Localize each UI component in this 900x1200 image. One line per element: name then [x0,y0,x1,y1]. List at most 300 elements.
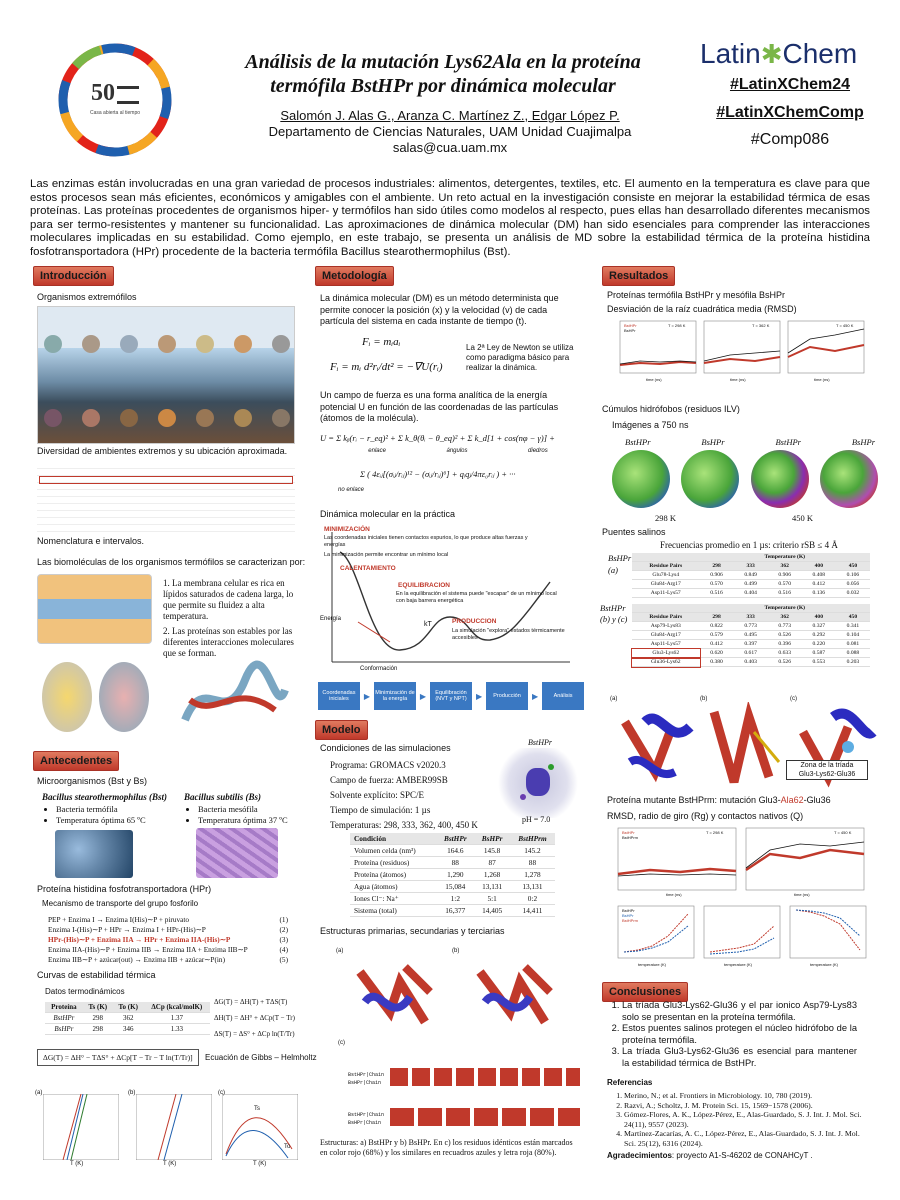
force-field-eq-1: U = Σ kᵦ(rᵢ − r_eq)² + Σ k_θ(θᵢ − θ_eq)² + Σ k_d[1 + cos(nφ − γ)] + [320,433,555,443]
solvated-protein-figure [498,748,578,818]
td: Glu84-Arg17 [632,580,700,589]
sub-diedros: diedros [528,448,548,454]
reference-item: 1. Merino, N.; et al. Frontiers in Microbiology. 10, 780 (2019). [624,1091,870,1101]
mechanism-label: Mecanismo de transporte del grupo fosforilo [42,899,199,908]
td: 0.587 [802,649,836,658]
td: 0.136 [802,589,836,598]
th: 400 [802,562,836,571]
curve-label-ts: Ts [254,1106,260,1112]
td: 298 [83,1024,113,1035]
td: 0.220 [802,640,836,649]
energy-axis-label: Energía [320,616,342,622]
flow-step: Análisis [542,682,584,710]
hashtag-comp086[interactable]: #Comp086 [750,131,830,148]
condition-item: Temperaturas: 298, 333, 362, 400, 450 K [330,820,478,830]
salt-bridges-table-a [632,553,870,598]
nomenclature-caption: Nomenclatura e intervalos. [37,536,145,546]
sub-angulos: ángulos [446,448,468,454]
reaction-number: (2) [279,925,288,934]
cluster-name: BstHPr [775,437,801,447]
th: 450 [836,562,870,571]
td: BstHPr [45,1013,83,1024]
reaction-number: (5) [279,955,288,964]
eq-desc: En la equilibración el sistema puede "escapar" de un mínimo local con baja barrera energética [396,591,557,604]
th: 298 [700,562,734,571]
td: 0.327 [802,622,836,631]
plot-label: (b) [128,1090,136,1096]
ack-text: : proyecto A1-S-46202 de CONAHCyT . [671,1151,813,1160]
td: Sistema (total) [350,905,436,917]
mutant-rmsd-legend [622,830,638,840]
min-desc-2: La minimización permite encontrar un mínimo local [324,552,449,558]
condition-item: Programa: GROMACS v2020.3 [330,760,446,770]
force-field-eq-2: Σ ( 4εᵢⱼ[(σᵢⱼ/rᵢⱼ)¹² − (σᵢⱼ/rᵢⱼ)⁶] + qᵢqⱼ/4πε₀rᵢⱼ ) + ··· [360,469,516,479]
struct-label-b: (b) [452,948,460,954]
td: 1.37 [144,1013,210,1024]
td: Glu78-Lys4 [632,571,700,580]
gibbs-equations [214,994,295,1042]
th: Residue Pairs [632,613,700,622]
seq-name: BsHPr|Chain [348,1120,382,1126]
salt-bridges-label: Puentes salinos [602,527,666,537]
td: 0.633 [768,649,802,658]
rmsd-temp: T = 450 K [836,323,854,328]
th: 362 [768,613,802,622]
workflow-diagram [318,680,584,712]
temp-450-label: 450 K [792,513,814,523]
td: Glu3-Lys62 [632,649,700,658]
th: 362 [768,562,802,571]
stability-plot-b [128,1088,213,1170]
references-heading: Referencias [607,1078,653,1087]
th: Residue Pairs [632,562,700,571]
legend-item: BsHPr [622,913,634,918]
reaction: HPr-(His)∼P + Enzima IIA → HPr + Enzima IIA-(His)∼P [48,935,231,944]
legend-item: BstHPr [622,830,635,835]
practice-label: Dinámica molecular en la práctica [320,509,456,519]
rmsd-plots [610,317,872,385]
th: To (K) [113,1002,144,1013]
hashtag-latinxchem24[interactable]: #LatinXChem24 [729,76,851,93]
intro-paragraph: Las enzimas están involucradas en una gran variedad de procesos industriales: alimentos, detergentes, textiles, etc. El aumento en la temperatura es clave para que estos procesos sean más eficientes, económicos y amigables con el ambiente. Un reto actual en la investigación consiste en mejorar la estabilidad térmica de esas proteínas. Las proteínas procedentes de organismos hiper- y termófilos han sido útiles como modelos al respecto, pues ellas han desarrollado diferentes mecanismos para ser termo-resistentes y mantener su funcionalidad. Las aproximaciones de dinámica molecular (DM) han sido esenciales para comprender las interacciones moleculares implicadas en su estabilidad. Como ejemplo, en este trabajo, se presenta un análisis de MD sobre la estabilidad térmica de la proteína histidina fosfotransportadora (HPr) procedente de la bacteria termófila Bacillus stearothermophilus (Bst). [30,178,870,258]
dot-xlabel: temperature (K) [810,962,839,967]
min-desc-1: Las coordenadas iniciales tienen contactos espurios, lo que produce altas fuerzas y energías [324,535,528,548]
struct-label-c: (c) [338,1040,345,1046]
rmsd-xlabel: time (ns) [814,377,830,382]
equation-dg: ΔG(T) = ΔH(T) + TΔS(T) [214,998,288,1006]
email: salas@cua.uam.mx [392,140,508,155]
temperature-dot-plots [610,902,872,972]
acknowledgements [607,1151,813,1160]
plot-xlabel: T (K) [163,1161,177,1167]
td: Agua (átomos) [350,881,436,893]
td: 1,268 [474,869,510,881]
td: 1.33 [144,1024,210,1035]
point-1: 1. La membrana celular es rica en lípidos saturados de cadena larga, lo que permite su fluidez a alta temperatura. [163,578,294,621]
model-protein-label: BstHPr [528,738,552,747]
reference-item: 2. Razvi, A.; Scholtz, J. M. Protein Sci. 15, 1569−1578 (2006). [624,1101,870,1111]
authors-block [260,108,640,156]
td: 0.408 [802,571,836,580]
conclusions-list [622,1000,857,1070]
td: 88 [510,857,555,869]
legend-item: BsHPr [624,328,636,333]
mutant-rmsd-temp: T = 450 K [834,830,852,835]
plot-xlabel: T (K) [70,1161,84,1167]
td: 0.106 [836,571,870,580]
simulation-table [350,833,555,917]
equation-dh: ΔH(T) = ΔH° + ΔCp(T − Tr) [214,1014,295,1022]
newton-equation-1: Fᵢ = mᵢaᵢ [362,336,401,348]
td: Asp79-Lys83 [632,622,700,631]
sub-enlace: enlace [368,448,386,454]
struct-label-a: (a) [336,948,344,954]
plot-label: (a) [35,1090,43,1096]
th: Proteína [45,1002,83,1013]
min-title: MINIMIZACIÓN [324,526,370,533]
td: 0.516 [768,589,802,598]
arrow-right-icon: ▶ [531,691,539,701]
td: Glu84-Arg17 [632,631,700,640]
legend-item: BstHPrm [622,918,638,923]
td: 13,131 [474,881,510,893]
salt-label-b: BstHPr (b) y (c) [600,603,628,624]
sub-no-enlace: no enlace [338,487,365,493]
salt-bridges-table-b [632,604,870,667]
stability-plot-c [218,1088,303,1170]
reference-item: 3. Gómez-Flores, A. K., López-Pérez, E., Alas-Guardado, S. J. Int. J. Mol. Sci. 24(11), 9557 (2023). [624,1110,870,1129]
point-2: 2. Las proteínas son estables por las diferentes interacciones moleculares que se forman. [163,626,294,658]
sequence-alignment [348,1050,578,1130]
bs-name: Bacillus subtilis (Bs) [184,792,262,802]
hashtag-latinxchemcomp[interactable]: #LatinXChemComp [716,104,864,121]
cluster-name: BsHPr [851,437,875,447]
legend-item: BstHPr [624,323,637,328]
th: Temperature (K) [700,553,870,562]
gibbs-main-equation: ΔG(T) = ΔH° − TΔS° + ΔCp[T − Tr − T ln(T/Tr)] [37,1049,199,1066]
td: 0.499 [734,580,768,589]
prod-title: PRODUCCION [452,618,497,625]
temp-298-label: 298 K [655,513,677,523]
eq-title: EQUILIBRACION [398,582,450,589]
td: 0.849 [734,571,768,580]
logo-chem: Chem [782,38,858,69]
td: 0.412 [700,640,734,649]
flow-step: Producción [486,682,528,710]
rmsd-xlabel: time (ns) [646,377,662,382]
flow-step: Minimización de la energía [374,682,416,710]
structure-b-figure [465,952,565,1034]
td: Asp11-Lys57 [632,640,700,649]
td: 16,377 [436,905,474,917]
td: 0.906 [700,571,734,580]
td: 0.404 [734,589,768,598]
td: Glu36-Lys62 [632,658,700,667]
conditions-list [330,758,478,833]
td: 5:1 [474,893,510,905]
td: 0.579 [700,631,734,640]
td: 0.396 [768,640,802,649]
stability-plot-a [35,1088,120,1170]
rmsd-temp: T = 362 K [752,323,770,328]
membrane-figure [37,574,152,644]
ph-label: pH = 7.0 [522,815,551,824]
td: 164.6 [436,845,474,857]
arrow-right-icon: ▶ [475,691,483,701]
curve-label-to: To [284,1144,291,1150]
bs-image [196,828,278,878]
td: 0.032 [836,589,870,598]
bst-image [55,830,133,878]
th: Temperature (K) [700,604,870,613]
conformation-axis-label: Conformación [360,666,398,672]
reactions-list [48,915,288,965]
conditions-label: Condiciones de las simulaciones [320,743,451,753]
td: 0.906 [768,571,802,580]
mutant-rmsd-temp: T = 298 K [706,830,724,835]
gibbs-label: Ecuación de Gibbs – Helmholtz [205,1053,317,1062]
hydrophobic-clusters-figure [612,450,878,510]
force-field-subscripts [338,448,578,454]
td: 0.203 [836,658,870,667]
td: 15,084 [436,881,474,893]
td: Proteína (residuos) [350,857,436,869]
th: BstHPr [436,833,474,845]
newton-equation-2: Fᵢ = mᵢ d²rᵢ/dt² = −∇U(rᵢ) [330,361,443,373]
bst-name: Bacillus stearothermophilus (Bst) [42,792,168,802]
ack-label: Agradecimientos [607,1151,672,1160]
salt-struct-label-a: (a) [610,696,618,702]
td: 1:2 [436,893,474,905]
title-line-1: Análisis de la mutación Lys62Ala en la proteína [245,51,641,73]
uam-logo-number: 50 [91,80,115,106]
triad-zone-label: Zona de la tríada [800,762,854,769]
newton-note: La 2ª Ley de Newton se utiliza como paradigma básico para realizar la dinámica. [466,343,574,372]
td: 0.088 [836,649,870,658]
microorganismos-label: Microorganismos (Bst y Bs) [37,776,148,786]
resultados-heading: Resultados [602,266,675,286]
th: 333 [734,613,768,622]
th: BsHPr [474,833,510,845]
authors: Salomón J. Alas G., Aranza C. Martínez Z., Edgar López P. [280,108,620,123]
th [632,553,700,562]
force-field-text: Un campo de fuerza es una forma analítica de la energía potencial U en función de las coordenadas de las partículas (átomos de la molécula). [320,390,559,423]
reaction: Enzima I-(His)∼P + HPr → Enzima I + HPr-(His)∼P [48,925,206,934]
td: 0.553 [802,658,836,667]
structures-label: Estructuras primarias, secundarias y terciarias [320,926,505,936]
td: Iones Cl⁻: Na⁺ [350,893,436,905]
mutant-ala: Ala62 [780,795,804,805]
prod-desc: La simulación "explora" estados térmicamente accesibles [452,628,565,641]
reaction: Enzima IIB∼P + azúcar(out) → Enzima IIB + azúcar∼P(in) [48,955,226,964]
introduccion-heading: Introducción [33,266,114,286]
td: Volumen celda (nm³) [350,845,436,857]
rmsd-legend [624,323,637,333]
triad-label: Glu3-Lys62-Glu36 [798,771,856,778]
title-line-2: termófila BstHPr por dinámica molecular [270,75,616,97]
salt-struct-label-b: (b) [700,696,708,702]
th: 298 [700,613,734,622]
structures-caption: Estructuras: a) BstHPr y b) BsHPr. En c) los residuos idénticos están marcados en color rojo (68%) y los similares en recuadros azules y letra roja (80%). [320,1138,573,1157]
td: 0.773 [768,622,802,631]
rmsd-label: Desviación de la raíz cuadrática media (RMSD) [607,304,797,314]
seq-name: BstHPr|Chain [348,1072,385,1078]
td: 14,405 [474,905,510,917]
proteins-label: Proteínas termófila BstHPr y mesófila BsHPr [607,290,786,300]
uam-logo-subtitle: Casa abierta al tiempo [89,110,141,116]
uam-logo [55,40,175,160]
td: 0.397 [734,640,768,649]
th: 450 [836,613,870,622]
thermo-table [45,1002,210,1035]
rmsd-xlabel: time (ns) [730,377,746,382]
td: 1,290 [436,869,474,881]
condition-item: Tiempo de simulación: 1 µs [330,805,431,815]
salt-bridges-title: Frecuencias promedio en 1 µs: criterio rSB ≤ 4 Å [660,540,838,550]
flow-step: Coordenadas iniciales [318,682,360,710]
condition-item: Campo de fuerza: AMBER99SB [330,775,448,785]
equation-ds: ΔS(T) = ΔS° + ΔCp ln(T/Tr) [214,1030,295,1038]
th: BstHPrm [510,833,555,845]
plot-xlabel: T (K) [253,1161,267,1167]
td: 0.620 [700,649,734,658]
td: 0.516 [700,589,734,598]
reaction-number: (1) [279,915,288,924]
td: 362 [113,1013,144,1024]
td: 0.570 [700,580,734,589]
mutant-rmsd-xlabel: time (ns) [666,892,682,897]
energy-landscape-figure [320,522,582,677]
td: 0.495 [734,631,768,640]
bst-item: • Bacteria termófila [56,804,146,815]
td: 0.526 [768,658,802,667]
seq-name: BstHPr|Chain [348,1112,385,1118]
helix-figure [175,660,293,740]
mutant-label-pre: Proteína mutante BstHPrm: mutación Glu3- [607,795,781,805]
legend-item: BstHPrm [622,835,638,840]
mutant-rmsd-plots [610,824,872,900]
mutant-label-post: -Glu36 [803,795,831,805]
td: Asp11-Lys57 [632,589,700,598]
bst-list [56,804,146,826]
td: 88 [436,857,474,869]
td: 1,278 [510,869,555,881]
conclusion-item: 1. La tríada Glu3-Lys62-Glu36 y el par ionico Asp79-Lys83 solo se presentan en la proteína termófila. [622,1000,857,1023]
biomolecules-text: Las biomoléculas de los organismos termófilos se caracterizan por: [37,557,306,567]
td: Proteína (átomos) [350,869,436,881]
diversity-caption: Diversidad de ambientes extremos y su ubicación aproximada. [37,446,288,456]
td: 0.056 [836,580,870,589]
rmsd-temp: T = 298 K [668,323,686,328]
reaction: PEP + Enzima I → Enzima I(His)∼P + piruvato [48,915,190,924]
td: 346 [113,1024,144,1035]
reaction: Enzima IIA-(His)∼P + Enzima IIB → Enzima IIA + Enzima IIB∼P [48,945,248,954]
conclusion-item: 3. La tríada Glu3-Lys62-Glu36 es esencial para mantener la estabilidad térmica de BstHPr. [622,1046,857,1069]
cluster-name: BstHPr [625,437,651,447]
plot-label: (c) [218,1090,225,1096]
td: 0.570 [768,580,802,589]
salt-struct-label-c: (c) [790,696,797,702]
poster-title [228,50,658,98]
references-list [624,1091,870,1149]
mutant-rmsd-xlabel: time (ns) [794,892,810,897]
triad-zone-box [786,760,868,780]
organismos-label: Organismos extremófilos [37,292,137,302]
td: 0.292 [802,631,836,640]
arrow-right-icon: ▶ [363,691,371,701]
td: 87 [474,857,510,869]
td: 0:2 [510,893,555,905]
hpr-label: Proteína histidina fosfotransportadora (HPr) [37,884,212,894]
extremophiles-figure [37,306,295,444]
cluster-names [625,437,875,447]
dot-xlabel: temperature (K) [638,962,667,967]
condition-item: Solvente explícito: SPC/E [330,790,424,800]
clusters-label: Cúmulos hidrófobos (residuos ILV) [602,404,740,414]
metodologia-heading: Metodología [315,266,394,286]
td: 145.2 [510,845,555,857]
flow-step: Equilibración (NVT y NPT) [430,682,472,710]
modelo-heading: Modelo [315,720,368,740]
td: 145.8 [474,845,510,857]
cal-title: CALENTAMIENTO [340,565,396,572]
th: Ts (K) [83,1002,113,1013]
td: 0.412 [802,580,836,589]
td: BsHPr [45,1024,83,1035]
td: 14,411 [510,905,555,917]
td: 0.526 [768,631,802,640]
reference-item: 4. Martínez-Zacarías, A. C., López-Pérez, E., Alas-Guardado, S. J. Int. J. Mol. Sci. 25(12), 6316 (2024). [624,1129,870,1148]
reaction-number: (4) [279,945,288,954]
bst-item: • Temperatura óptima 65 ºC [56,815,146,826]
antecedentes-heading: Antecedentes [33,751,119,771]
bs-item: • Bacteria mesófila [198,804,288,815]
structure-a-figure [345,952,445,1034]
cluster-name: BsHPr [701,437,725,447]
td: 0.341 [836,622,870,631]
th: Condición [350,833,436,845]
th: ΔCp (kcal/molK) [144,1002,210,1013]
conclusion-item: 2. Estos puentes salinos protegen el núcleo hidrófobo de la proteína termófila. [622,1023,857,1046]
thermo-label: Datos termodinámicos [45,987,125,996]
images-label: Imágenes a 750 ns [612,420,689,430]
td: 0.081 [836,640,870,649]
curves-label: Curvas de estabilidad térmica [37,970,156,980]
td: 0.822 [700,622,734,631]
dot-xlabel: temperature (K) [724,962,753,967]
kt-label: kT [424,621,432,628]
td: 298 [83,1013,113,1024]
reaction-number: (3) [279,935,288,944]
legend-item: BstHPr [622,908,635,913]
protein-interactions-figure [37,652,157,742]
latinxchem-logo: Latin✱Chem [700,38,858,69]
td: 0.403 [734,658,768,667]
conclusiones-heading: Conclusiones [602,982,688,1002]
rmsd2-label: RMSD, radio de giro (Rg) y contactos nativos (Q) [607,811,804,821]
td: 0.380 [700,658,734,667]
logo-latin: Latin [700,38,761,69]
td: 0.617 [734,649,768,658]
arrow-right-icon: ▶ [419,691,427,701]
dot-legend [622,908,638,923]
th [632,604,700,613]
bs-list [198,804,288,826]
th: 400 [802,613,836,622]
salt-label-a: BsHPr (a) [608,553,632,575]
mutant-label [607,795,831,806]
td: 13,131 [510,881,555,893]
